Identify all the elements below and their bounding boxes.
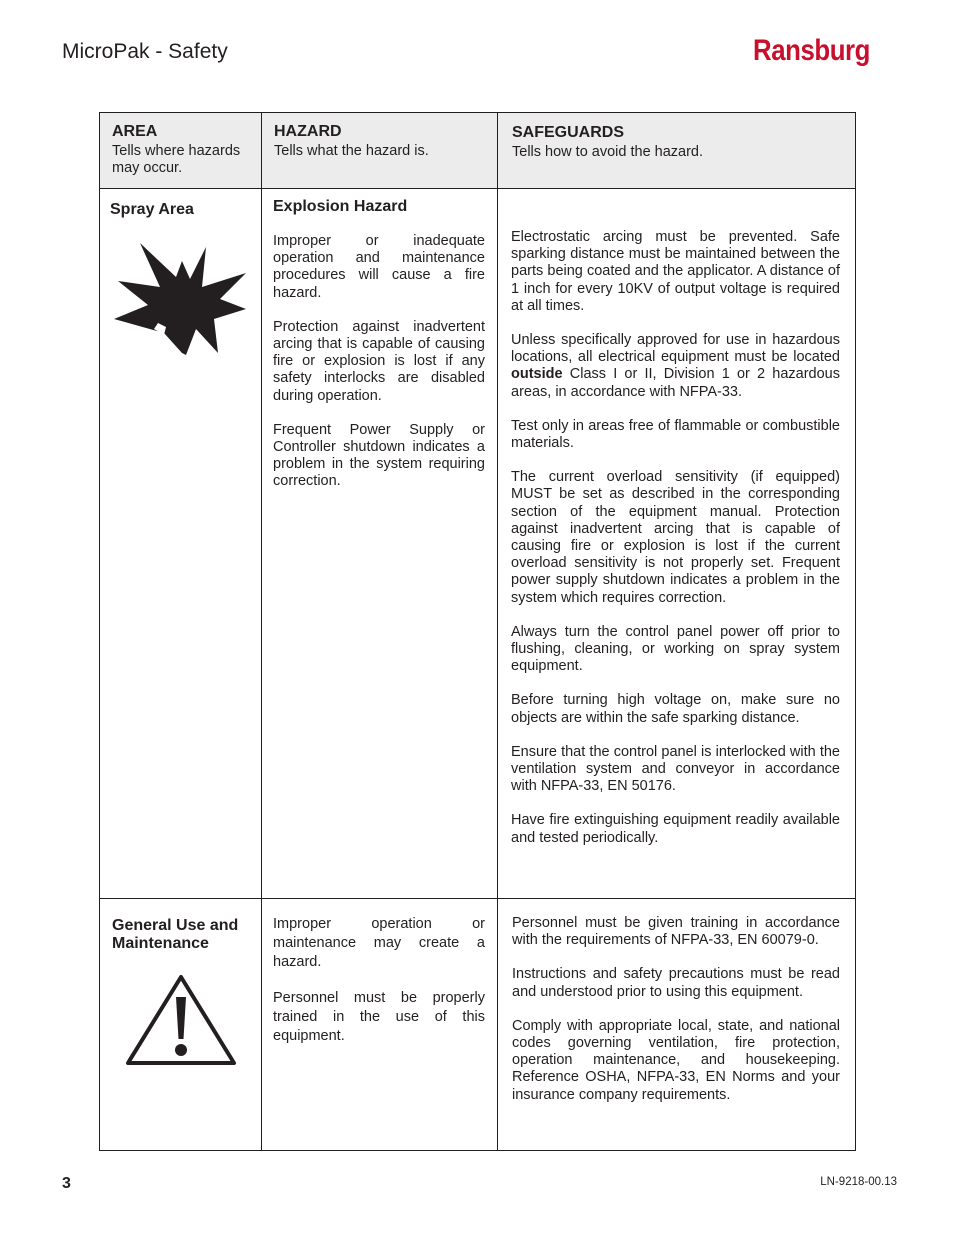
safeguard-paragraph: Electrostatic arcing must be prevented. Safe sparking distance must be maintained between the parts being coated and the applicator. A distance of 1 inch for every 10KV of output voltage is required at all times.	[511, 229, 840, 314]
column-title: AREA	[112, 123, 158, 140]
safeguard-emphasis: outside	[511, 366, 563, 383]
table-row-spray-area	[100, 189, 856, 899]
hazard-cell	[262, 189, 498, 899]
area-cell	[100, 899, 262, 1151]
column-title: SAFEGUARDS	[512, 124, 625, 141]
area-cell	[100, 189, 262, 899]
hazard-paragraph: Protection against inadvertent arcing that is capable of causing fire or explosion is lost if any safety interlocks are disabled during operation.	[273, 318, 485, 404]
hazard-paragraph: Frequent Power Supply or Controller shutdown indicates a problem in the system requiring correction.	[273, 421, 485, 490]
column-header-safeguards	[498, 113, 856, 189]
safeguard-paragraph: The current overload sensitivity (if equipped) MUST be set as described in the corresponding section of the equipment manual. Protection against inadvertent arcing that is capable of causing fire or explosion is lost if the current overload sensitivity is not properly set. Frequent power supply shutdown indicates a problem in the system which requires correction.	[511, 469, 840, 606]
safeguard-paragraph: Personnel must be given training in accordance with the requirements of NFPA-33, EN 60079-0.	[512, 915, 840, 949]
safeguard-paragraph: Instructions and safety precautions must be read and understood prior to using this equipment.	[512, 966, 840, 1000]
safeguard-paragraph: Comply with appropriate local, state, and national codes governing ventilation, fire protection, operation maintenance, and housekeeping. Reference OSHA, NFPA-33, EN Norms and your insurance company requirements.	[512, 1017, 840, 1103]
page-number: 3	[62, 1175, 71, 1192]
document-code: LN-9218-00.13	[820, 1176, 897, 1188]
hazard-title: Explosion Hazard	[273, 198, 408, 215]
explosion-icon	[114, 243, 250, 355]
column-description: Tells what the hazard is.	[274, 143, 429, 159]
column-description: Tells where hazards may occur.	[112, 143, 241, 176]
hazard-paragraph: Personnel must be properly trained in the use of this equipment.	[273, 990, 485, 1044]
safeguard-paragraph: Ensure that the control panel is interlocked with the ventilation system and conveyor in accordance with NFPA-33, EN 50176.	[511, 743, 840, 795]
safeguard-paragraph: Have fire extinguishing equipment readily available and tested periodically.	[511, 812, 840, 846]
page-title: MicroPak - Safety	[62, 40, 228, 63]
hazard-paragraph: Improper operation or maintenance may create a hazard.	[273, 916, 485, 970]
table-header-row	[100, 113, 856, 189]
column-header-hazard	[262, 113, 498, 189]
column-header-area	[100, 113, 262, 189]
safeguard-paragraph	[511, 332, 840, 401]
warning-triangle-icon	[124, 973, 238, 1069]
brand-logo: Ransburg	[753, 34, 870, 67]
column-title: HAZARD	[274, 123, 342, 140]
area-label: General Use and Maintenance	[112, 917, 239, 952]
safeguard-text: Unless specifically approved for use in hazardous locations, all electrical equipment must be located	[511, 332, 840, 366]
safeguard-paragraph: Before turning high voltage on, make sure no objects are within the safe sparking distance.	[511, 692, 840, 726]
area-label: Spray Area	[110, 201, 194, 218]
safeguard-paragraph: Test only in areas free of flammable or combustible materials.	[511, 417, 840, 452]
hazard-paragraph: Improper or inadequate operation and maintenance procedures will cause a fire hazard.	[273, 233, 485, 301]
safety-table	[99, 112, 856, 1151]
hazard-cell	[262, 899, 498, 1151]
safeguards-cell	[498, 189, 856, 899]
safeguard-paragraph: Always turn the control panel power off prior to flushing, cleaning, or working on spray system equipment.	[511, 623, 840, 675]
safeguards-cell	[498, 899, 856, 1151]
table-row-general-use	[100, 899, 856, 1151]
safeguard-text: Class I or II, Division 1 or 2 hazardous areas, in accordance with NFPA-33.	[511, 366, 840, 400]
column-description: Tells how to avoid the hazard.	[512, 144, 704, 160]
